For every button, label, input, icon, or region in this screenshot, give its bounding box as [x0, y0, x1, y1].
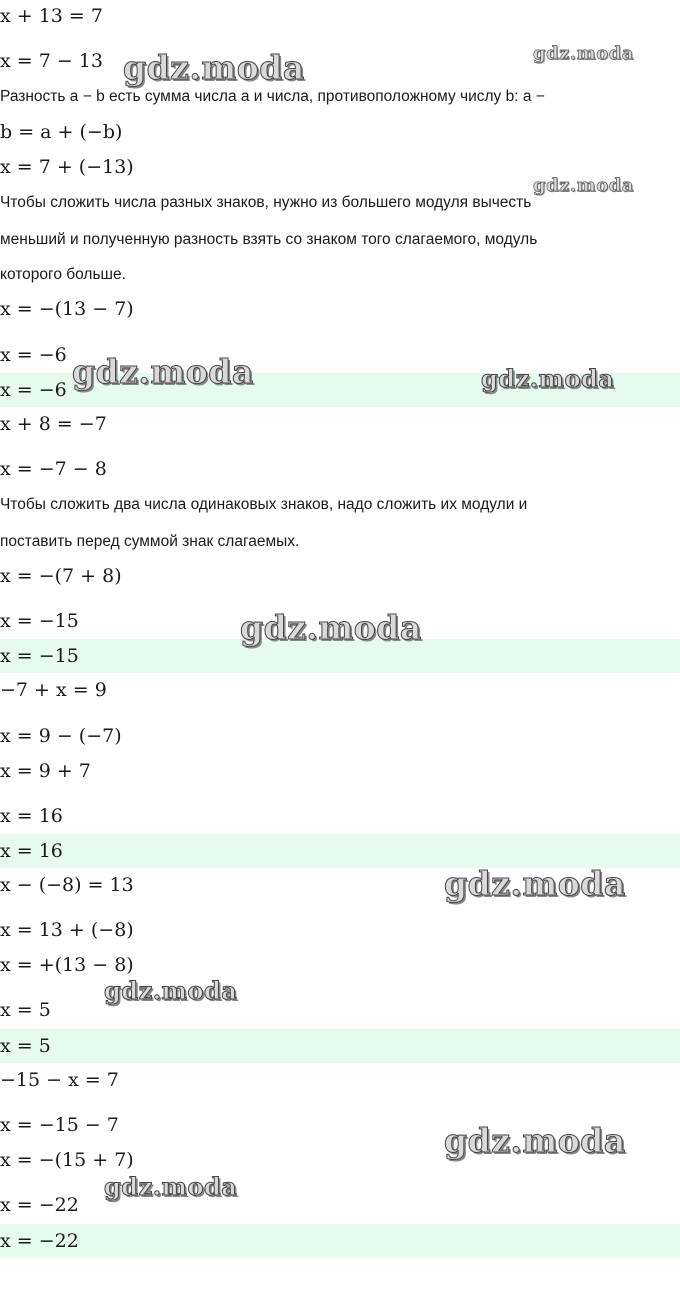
watermark-logo: gdz.moda: [123, 48, 305, 87]
equation-line: x = −(13 − 7): [0, 298, 134, 320]
watermark-logo: gdz.moda: [104, 1172, 238, 1201]
watermark-logo: gdz.moda: [444, 1121, 626, 1160]
watermark-logo: gdz.moda: [444, 864, 626, 903]
equation-line: x = −(15 + 7): [0, 1149, 134, 1171]
rule-text-line: Разность a − b есть сумма числа a и числа, противоположному числу b: a −: [0, 88, 545, 105]
answer-highlight: [0, 639, 680, 673]
answer-highlight: [0, 1224, 680, 1258]
equation-line: x = 9 + 7: [0, 760, 91, 782]
watermark-logo: gdz.moda: [481, 364, 615, 393]
answer-highlight: [0, 1029, 680, 1063]
equation-line: x = +(13 − 8): [0, 954, 134, 976]
answer-line: x = −15: [0, 645, 79, 667]
equation-line: x = 16: [0, 805, 63, 827]
equation-line: x + 8 = −7: [0, 413, 107, 435]
watermark-logo: gdz.moda: [533, 43, 634, 64]
watermark-logo: gdz.moda: [533, 175, 634, 196]
equation-line: x − (−8) = 13: [0, 874, 134, 896]
equation-line: x = 7 + (−13): [0, 156, 134, 178]
answer-highlight: [0, 373, 680, 407]
answer-line: x = −22: [0, 1230, 79, 1252]
answer-line: x = 16: [0, 840, 63, 862]
watermark-logo: gdz.moda: [104, 976, 238, 1005]
rule-text-line: которого больше.: [0, 266, 126, 283]
equation-line: x = −(7 + 8): [0, 565, 122, 587]
equation-line: x = 5: [0, 999, 51, 1021]
answer-line: x = 5: [0, 1035, 51, 1057]
equation-line: x = −7 − 8: [0, 458, 107, 480]
answer-highlight: [0, 834, 680, 868]
equation-line: x = 13 + (−8): [0, 919, 134, 941]
watermark-logo: gdz.moda: [72, 352, 254, 391]
equation-line: x = −6: [0, 344, 67, 366]
equation-line: x = −22: [0, 1194, 79, 1216]
rule-text-line: Чтобы сложить два числа одинаковых знаков, надо сложить их модули и: [0, 496, 528, 513]
equation-line: x + 13 = 7: [0, 5, 103, 27]
equation-line: x = −15: [0, 610, 79, 632]
equation-line: b = a + (−b): [0, 121, 123, 143]
rule-text-line: поставить перед суммой знак слагаемых.: [0, 533, 300, 550]
equation-line: −7 + x = 9: [0, 679, 107, 701]
watermark-logo: gdz.moda: [240, 608, 422, 647]
equation-line: −15 − x = 7: [0, 1069, 119, 1091]
equation-line: x = 7 − 13: [0, 50, 103, 72]
answer-line: x = −6: [0, 379, 67, 401]
equation-line: x = 9 − (−7): [0, 725, 122, 747]
equation-line: x = −15 − 7: [0, 1114, 119, 1136]
rule-text-line: Чтобы сложить числа разных знаков, нужно из большего модуля вычесть: [0, 194, 532, 211]
rule-text-line: меньший и полученную разность взять со знаком того слагаемого, модуль: [0, 231, 538, 248]
